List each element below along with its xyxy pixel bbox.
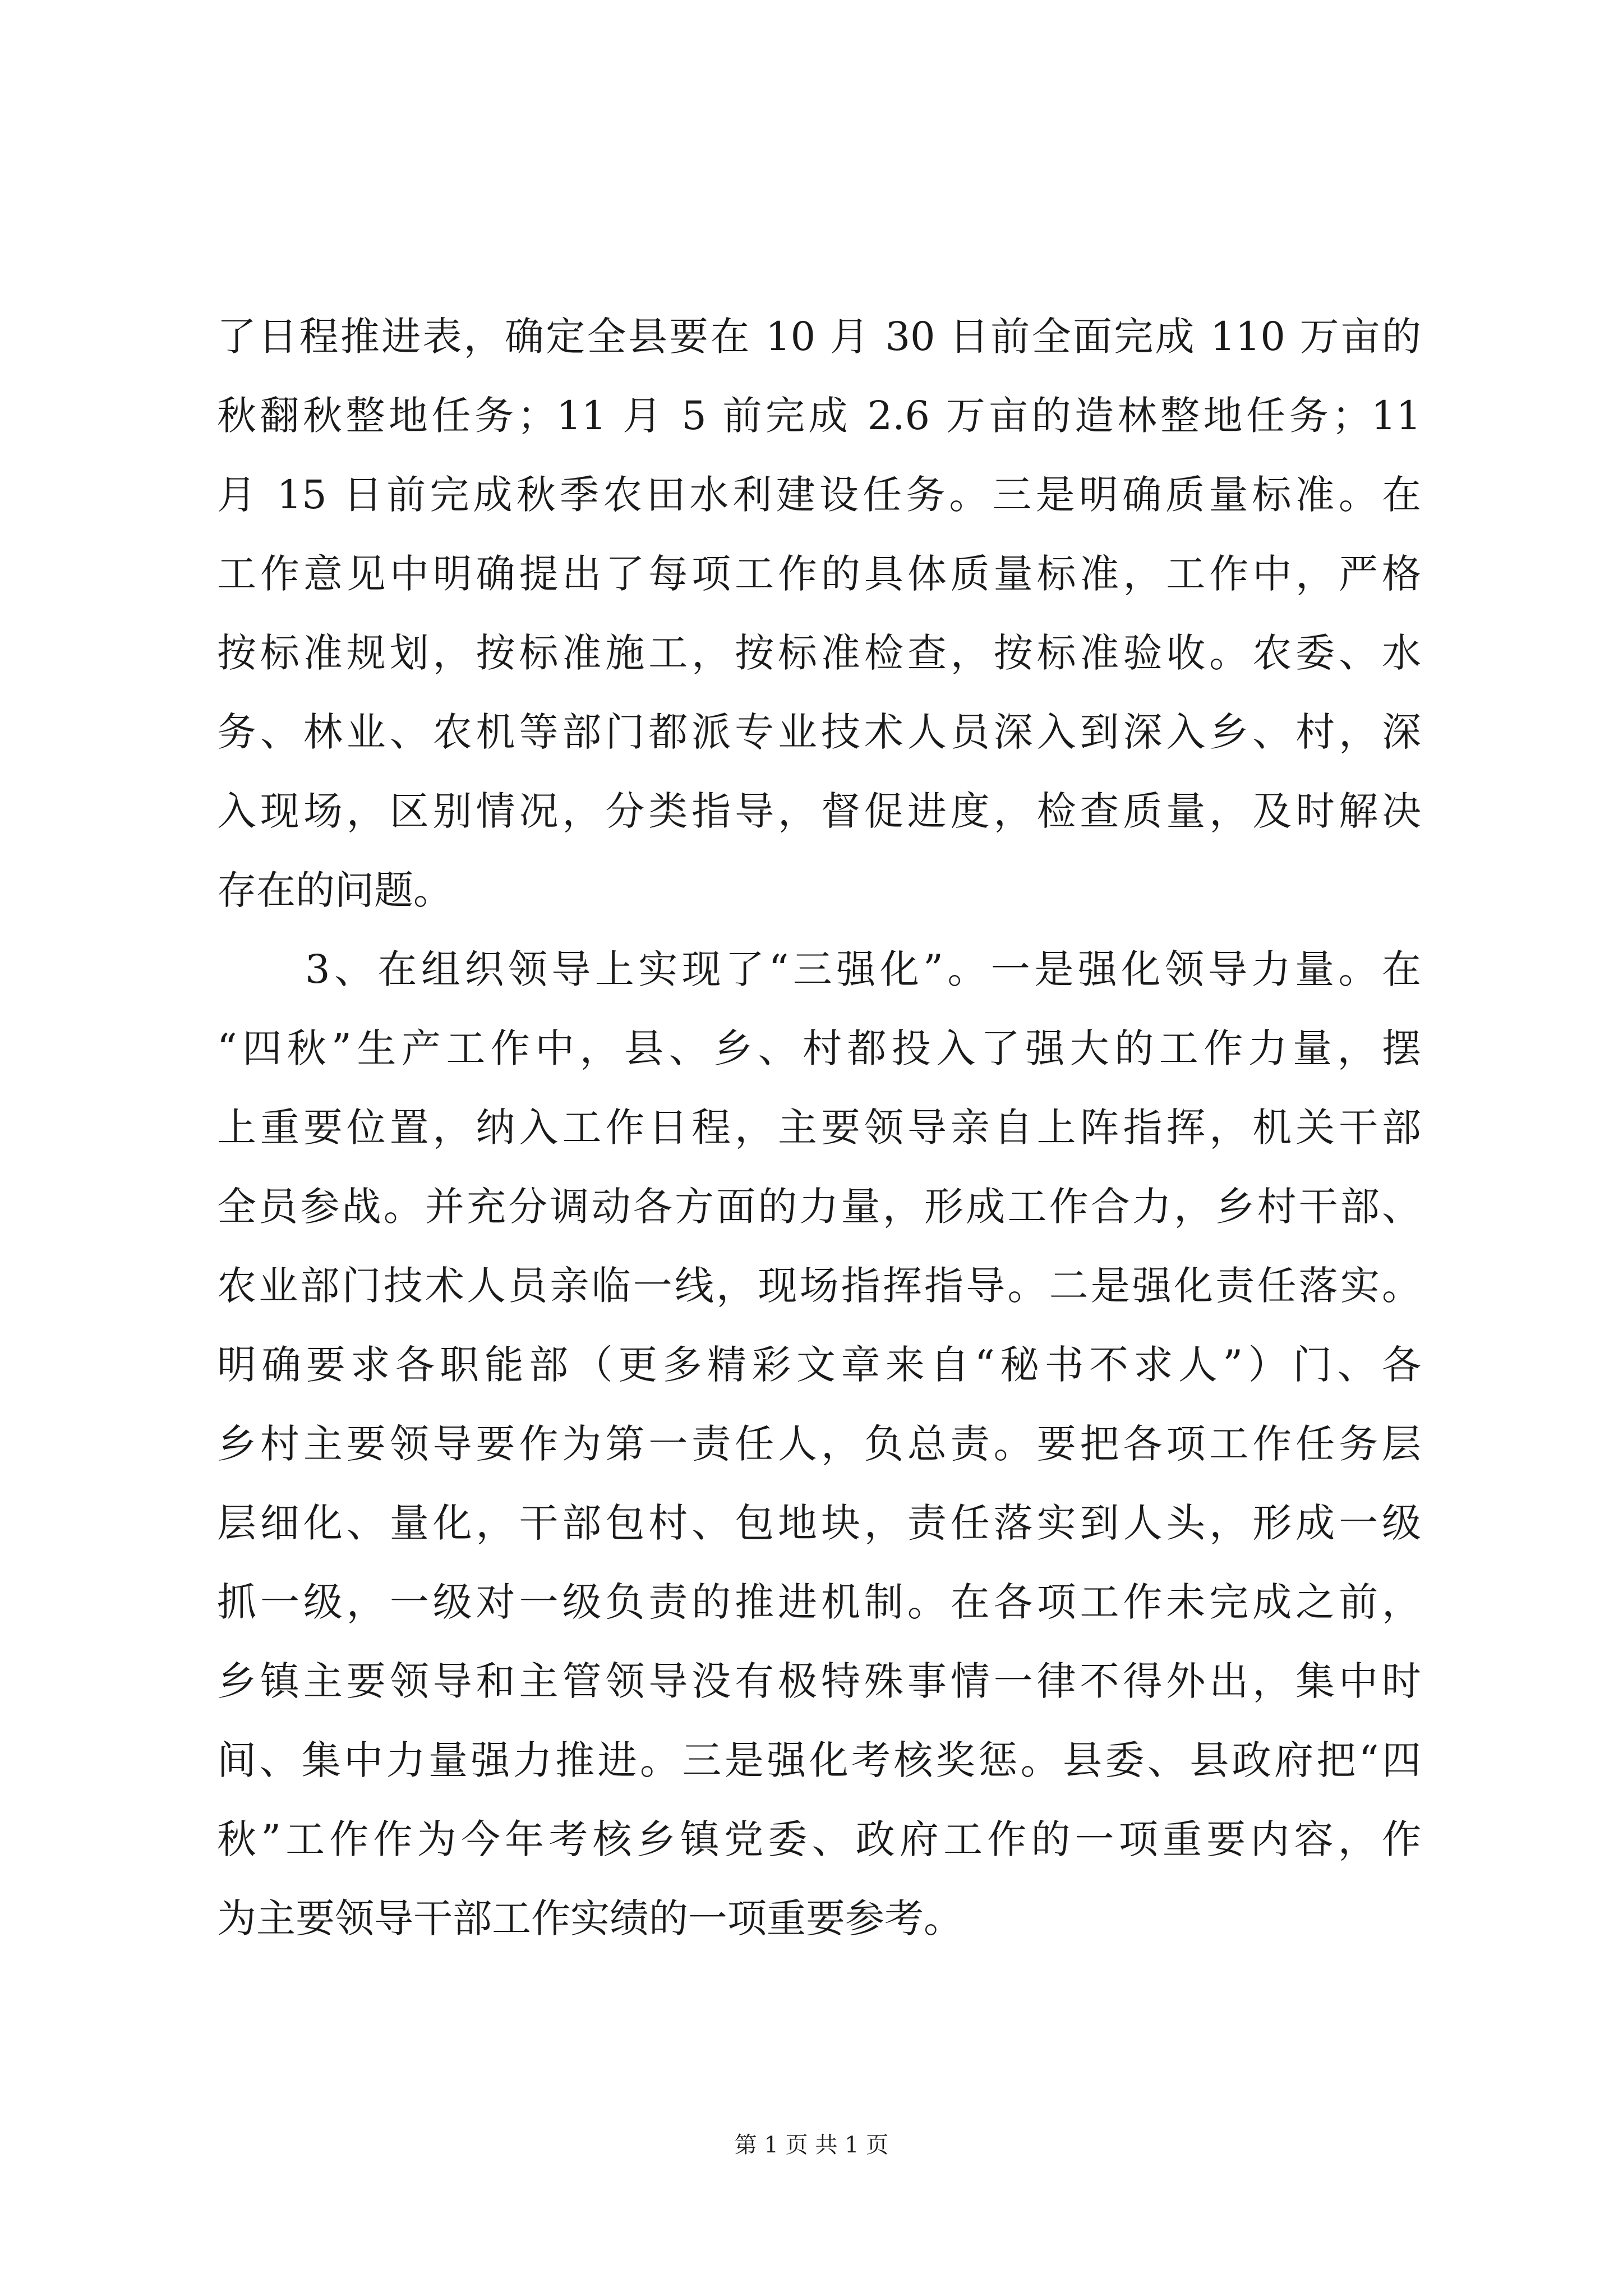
document-body bbox=[217, 297, 1421, 1958]
text-line: 存在的问题。 bbox=[217, 867, 453, 913]
text-line: 月 15 日前完成秋季农田水利建设任务。三是明确质量标准。在 bbox=[217, 472, 1421, 518]
text-line: 农业部门技术人员亲临一线，现场指挥指导。二是强化责任落实。 bbox=[217, 1263, 1421, 1309]
paragraph-continued bbox=[217, 297, 1421, 930]
text-line: 按标准规划，按标准施工，按标准检查，按标准验收。农委、水 bbox=[217, 630, 1421, 676]
text-line: 务、林业、农机等部门都派专业技术人员深入到深入乡、村，深 bbox=[217, 709, 1421, 755]
text-line: 间、集中力量强力推进。三是强化考核奖惩。县委、县政府把“四 bbox=[217, 1737, 1421, 1783]
page-number-footer: 第 1 页 共 1 页 bbox=[734, 2132, 889, 2158]
text-line: 抓一级，一级对一级负责的推进机制。在各项工作未完成之前， bbox=[217, 1579, 1421, 1625]
text-line: “四秋”生产工作中，县、乡、村都投入了强大的工作力量，摆 bbox=[217, 1025, 1421, 1071]
text-line: 明确要求各职能部（更多精彩文章来自“秘书不求人”）门、各 bbox=[217, 1342, 1421, 1388]
text-line: 工作意见中明确提出了每项工作的具体质量标准，工作中，严格 bbox=[217, 551, 1421, 597]
text-line: 秋翻秋整地任务；11 月 5 前完成 2.6 万亩的造林整地任务；11 bbox=[217, 393, 1421, 439]
text-line: 了日程推进表，确定全县要在 10 月 30 日前全面完成 110 万亩的 bbox=[217, 314, 1421, 360]
text-line: 为主要领导干部工作实绩的一项重要参考。 bbox=[217, 1895, 963, 1941]
text-line: 乡村主要领导要作为第一责任人，负总责。要把各项工作任务层 bbox=[217, 1421, 1421, 1467]
text-line: 入现场，区别情况，分类指导，督促进度，检查质量，及时解决 bbox=[217, 788, 1421, 834]
text-line: 秋”工作作为今年考核乡镇党委、政府工作的一项重要内容，作 bbox=[217, 1816, 1421, 1862]
text-line: 层细化、量化，干部包村、包地块，责任落实到人头，形成一级 bbox=[217, 1500, 1421, 1546]
text-line: 上重要位置，纳入工作日程，主要领导亲自上阵指挥，机关干部 bbox=[217, 1105, 1421, 1151]
paragraph-section-3 bbox=[217, 930, 1421, 1958]
text-line: 乡镇主要领导和主管领导没有极特殊事情一律不得外出，集中时 bbox=[217, 1658, 1421, 1704]
text-line: 3、在组织领导上实现了“三强化”。一是强化领导力量。在 bbox=[305, 946, 1421, 992]
text-line: 全员参战。并充分调动各方面的力量，形成工作合力，乡村干部、 bbox=[217, 1184, 1421, 1230]
